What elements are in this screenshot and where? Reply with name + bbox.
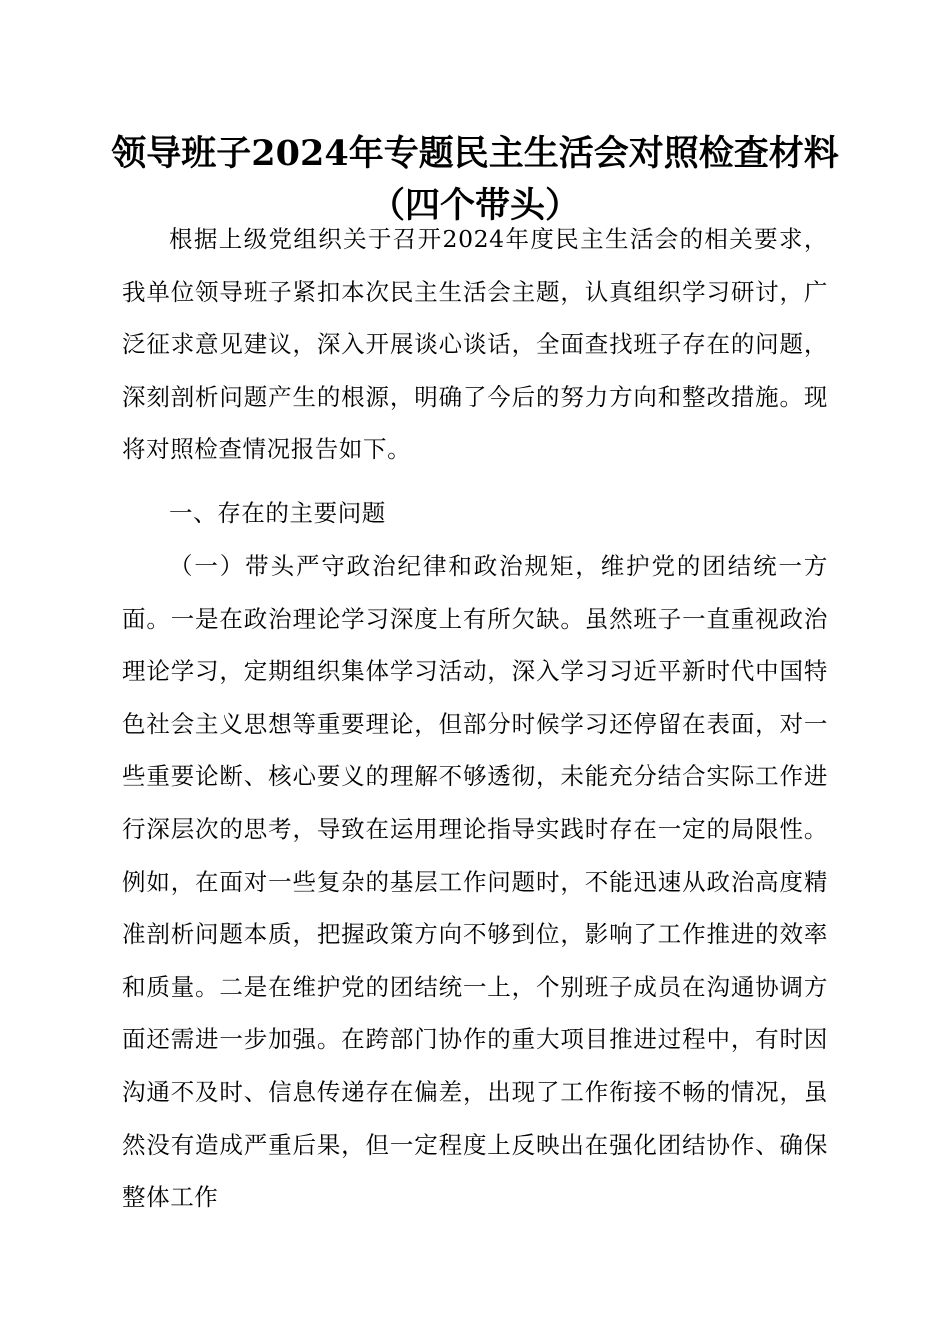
document-title: 领导班子2024年专题民主生活会对照检查材料（四个带头） — [111, 133, 839, 226]
section-one-paragraph: （一）带头严守政治纪律和政治规矩，维护党的团结统一方面。一是在政治理论学习深度上有所欠缺。虽然班子一直重视政治理论学习，定期组织集体学习活动，深入学习习近平新时代中国特色社会主义思想等重要理论，但部分时候学习还停留在表面，对一些重要论断、核心要义的理解不够透彻，未能充分结合实际工作进行深层次的思考，导致在运用理论指导实践时存在一定的局限性。例如，在面对一些复杂的基层工作问题时，不能迅速从政治高度精准剖析问题本质，把握政策方向不够到位，影响了工作推进的效率和质量。二是在维护党的团结统一上，个别班子成员在沟通协调方面还需进一步加强。在跨部门协作的重大项目推进过程中，有时因沟通不及时、信息传递存在偏差，出现了工作衔接不畅的情况，虽然没有造成严重后果，但一定程度上反映出在强化团结协作、确保整体工作 — [122, 552, 828, 1212]
intro-paragraph: 根据上级党组织关于召开2024年度民主生活会的相关要求，我单位领导班子紧扣本次民主生活会主题，认真组织学习研讨，广泛征求意见建议，深入开展谈心谈话，全面查找班子存在的问题，深刻剖析问题产生的根源，明确了今后的努力方向和整改措施。现将对照检查情况报告如下。 — [122, 225, 828, 464]
section-heading: 一、存在的主要问题 — [169, 499, 386, 527]
